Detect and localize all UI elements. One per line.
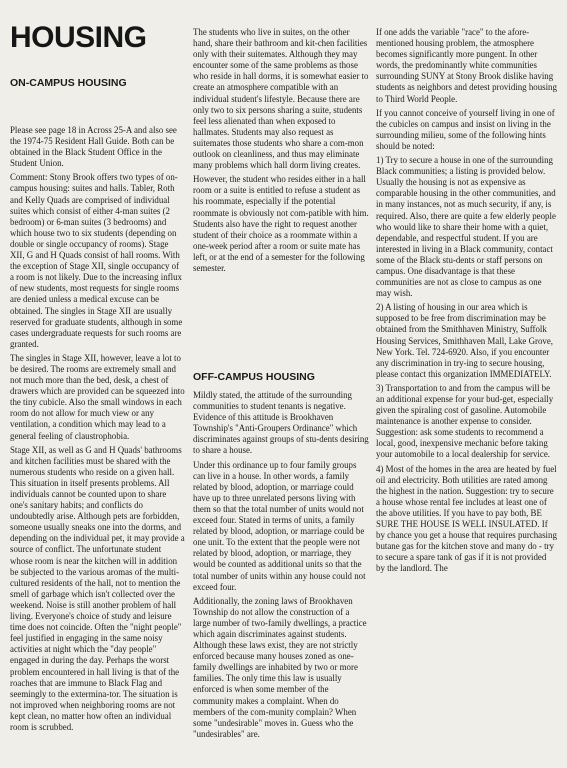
off-campus-body-continued	[376, 27, 557, 578]
hint-2: 2) A listing of housing in our area which is supposed to be free from discrimination may be obtained from the Smithhaven Ministry, Suffolk Housing Services, Smithhaven Mall, Lake Grove, New York. Tel. 724-6920. Also, if you encounter any discrimination in try-ing to secure housing, please contact this organization IMMEDIATELY.	[376, 302, 553, 379]
on-campus-body	[10, 125, 185, 736]
paragraph: Additionally, the zoning laws of Brookhaven Township do not allow the construction of a large number of two-family dwellings, a practice which again discriminates against students. Although these laws exist, they are not strictly enforced because many houses zoned as one-family dwellings are inhabited by two or more families. The only time this law is usually enforced is when some member of the community makes a complaint. When do members of the com-munity complain? When some "undesirable" moves in. Guess who the "undesirables" are.	[193, 595, 367, 739]
off-campus-body	[193, 390, 369, 743]
paragraph: Mildly stated, the attitude of the surrounding communities to student tenants is negative. Evidence of this attitude is Brookhaven Township's "Anti-Groupers Ordinance" which discriminates against groups of stu-dents desiring to share a house.	[193, 390, 369, 456]
paragraph: If one adds the variable "race" to the afore-mentioned housing problem, the atmosphere becomes significantly more pungent. In other words, the predominantly white communities surrounding SUNY at Stony Brook dislike having students as neighbors and detest providing housing to Third World People.	[376, 27, 557, 104]
column-2	[193, 0, 369, 768]
paragraph: Please see page 18 in Across 25-A and also see the 1974-75 Resident Hall Guide. Both can be obtained in the Black Student Office in the Student Union.	[10, 125, 177, 169]
hint-4: 4) Most of the homes in the area are heated by fuel oil and electricity. Both utilities are rated among the highest in the nation. Suggestion: try to secure a house whose rental fee includes at least one of the above utilities. If you have to pay both, BE SURE THE HOUSE IS WELL INSULATED. If by chance you get a house that requires purchasing butane gas for the kitchen stove and many do - try to secure a spare tank of gas if it is not provided by the landlord. The	[376, 463, 557, 574]
hint-3: 3) Transportation to and from the campus will be an additional expense for your bud-get, especially given the spiraling cost of gasoline. Automobile maintenance is another expense to consider. Suggestion: ask some students to recommend a local, good, inexpensive mechanic before taking your automobile to a local dealership for service.	[376, 382, 554, 460]
column-1	[10, 0, 185, 768]
paragraph: The students who live in suites, on the other hand, share their bathroom and kit-chen facilities only with their suitemates. Although they may encounter some of the same problems as those who reside in hall dorms, it is somewhat easier to create an atmosphere compatible with an individual student's lifestyle. Because there are only two to six persons sharing a suite, students feel less alienated than when exposed to hallmates. Students may also request as suitemates those students who share a com-mon outlook on cleanliness, and thus may eliminate many problems which hall dorm living creates.	[193, 27, 369, 171]
paragraph: Under this ordinance up to four family groups can live in a house. In other words, a family related by blood, adoption, or marriage could have up to three unrelated persons living with them so that the total number of units would not exceed four. Stated in terms of units, a family related by blood, adoption, or marriage could be one unit. To the extent that the people were not related by blood, adoption, or marriage, they would be counted as additional units so that the total number of units within any house could not exceed four.	[193, 459, 366, 592]
column-3	[376, 0, 557, 768]
paragraph: Stage XII, as well as G and H Quads' bathrooms and kitchen facilities must be shared with the numerous students who reside on a given hall. This situation in itself presents problems. All individuals cannot be counted upon to share one's sanitary habits; and conflicts do undoubtedly arise. Although pets are forbidden, someone usually sneaks one into the dorms, and depending on the individual pet, it may provide a source of conflict. The unfortunate student whose room is near the kitchen will in addition be subjected to the various aromas of the multi-cultured residents of the hall, not to mention the smell of garbage which isn't collected over the weekend. Noise is still another problem of hall living. Everyone's choice of study and leisure time does not coincide. Often the "night people" feel justified in engaging in the same noisy activities at night which the "day people" engaged in during the day. Perhaps the worst problem encountered in hall living is that of the roaches that are immune to Black Flag and seemingly to the extermina-tor. The situation is not improved when neighboring rooms are not kept clean, no matter how often an individual room is scrubbed.	[10, 444, 185, 732]
off-campus-heading: OFF-CAMPUS HOUSING	[193, 371, 315, 383]
on-campus-heading: ON-CAMPUS HOUSING	[10, 77, 127, 89]
paragraph: If you cannot conceive of yourself living in one of the cubicles on campus and insist on living in the surrounding milieu, some of the following hints should be noted:	[376, 107, 555, 151]
paragraph: However, the student who resides either in a hall room or a suite is entitled to refuse a student as his roommate, especially if the potential roommate is obviously not com-patible with him. Students also have the right to request another student of their choice as a roommate within a one-week period after a room or suite mate has left, or at the end of a semester for the following semester.	[193, 174, 369, 273]
hint-1: 1) Try to secure a house in one of the surrounding Black communities; a listing is provided below. Usually the housing is not as expensive as comparable housing in the other communities, and in many instances, not as much security, if any, is required. Also, there are quite a few elderly people who would like to share their home with a quiet, dependable, and respectful student. If you are interested in living in a Black community, contact some of the Black stu-dents or staff persons on campus. One disadvantage is that these communities are not as close to campus as one may wish.	[376, 155, 556, 299]
on-campus-body-continued	[193, 27, 369, 277]
paragraph: The singles in Stage XII, however, leave a lot to be desired. The rooms are extremely small and not much more than the bed, desk, a chest of drawers which are provided can be squeezed into the tiny cubicle. Also the small windows in each room do not allow for much view or any ventilation, a condition which may lead to a general feeling of claustrophobia.	[10, 352, 185, 441]
page-title: HOUSING	[10, 21, 147, 54]
paragraph: Comment: Stony Brook offers two types of on-campus housing: suites and halls. Tabler, Roth and Kelly Quads are comprised of individual suites which consist of either 4-man suites (2 bedroom) or 6-man suites (3 bedrooms) and which house two to six students (depending on double or single occupancy of rooms). Stage XII, G and H Quads consist of hall rooms. With the exception of Stage XII, single occupancy of a room is not likely. Due to the increasing influx of new students, most requests for single rooms are denied unless a medical excuse can be obtained. The singles in Stage XII are usually reserved for graduate students, although in some cases undergraduate requests for such rooms are granted.	[10, 172, 183, 349]
